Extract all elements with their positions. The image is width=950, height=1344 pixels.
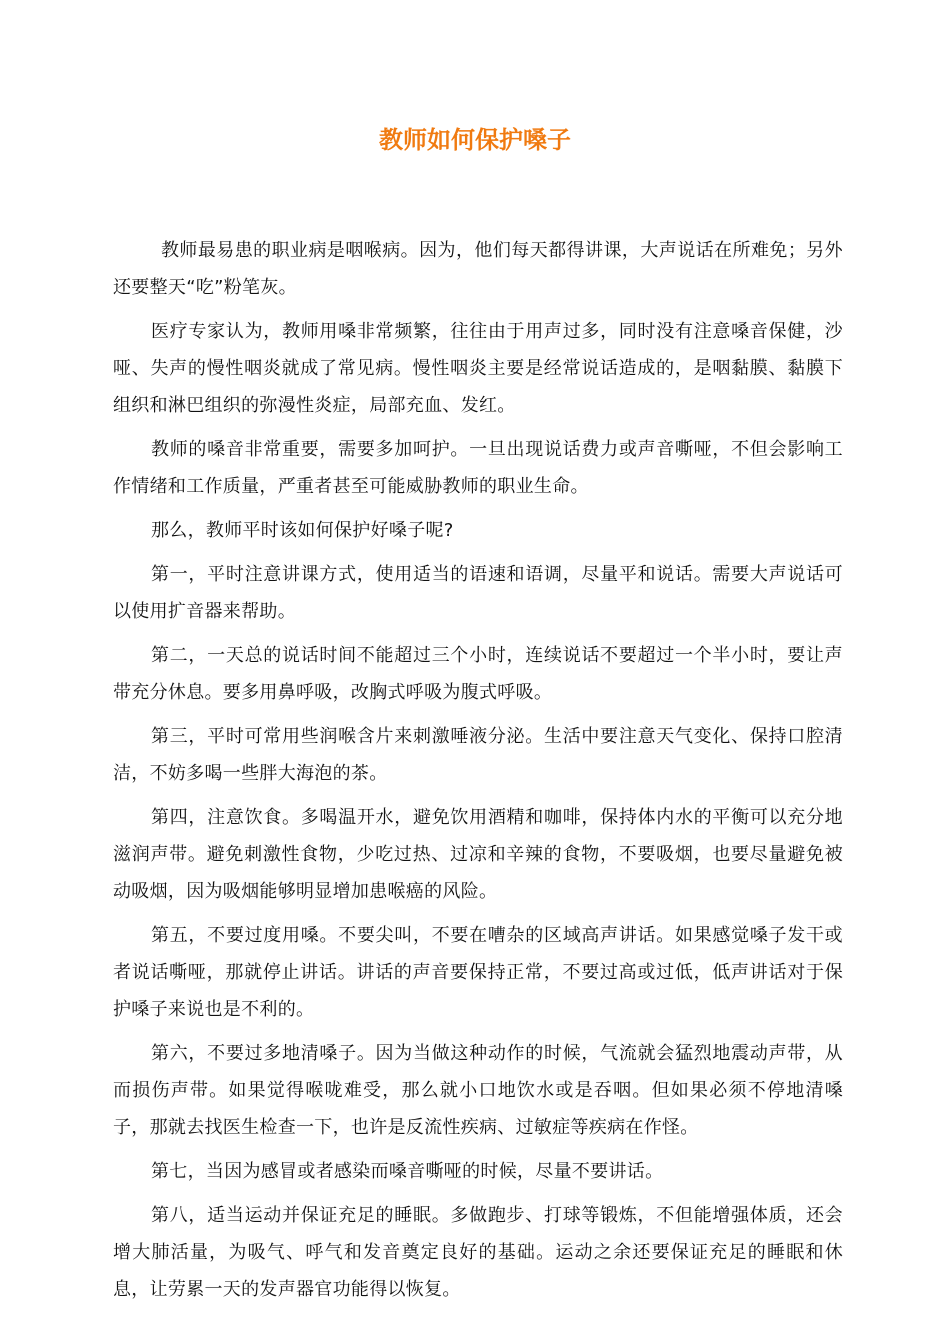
paragraph-tip-5: 第五，不要过度用嗓。不要尖叫，不要在嘈杂的区域高声讲话。如果感觉嗓子发干或者说话嘶哑，那就停止讲话。讲话的声音要保持正常，不要过高或过低，低声讲话对于保护嗓子来说也是不利的。 [113,925,843,1020]
paragraph-question: 那么，教师平时该如何保护好嗓子呢? [151,520,454,541]
page-title: 教师如何保护嗓子 [379,126,571,154]
paragraph-importance: 教师的嗓音非常重要，需要多加呵护。一旦出现说话费力或声音嘶哑，不但会影响工作情绪和工作质量，严重者甚至可能威胁教师的职业生命。 [113,439,843,497]
paragraph-expert-opinion: 医疗专家认为，教师用嗓非常频繁，往往由于用声过多，同时没有注意嗓音保健，沙哑、失声的慢性咽炎就成了常见病。慢性咽炎主要是经常说话造成的，是咽黏膜、黏膜下组织和淋巴组织的弥漫性炎症，局部充血、发红。 [113,321,843,416]
paragraph-tip-8: 第八，适当运动并保证充足的睡眠。多做跑步、打球等锻炼，不但能增强体质，还会增大肺活量，为吸气、呼气和发音奠定良好的基础。运动之余还要保证充足的睡眠和休息，让劳累一天的发声器官功能得以恢复。 [113,1205,843,1300]
paragraph-tip-2: 第二，一天总的说话时间不能超过三个小时，连续说话不要超过一个半小时，要让声带充分休息。要多用鼻呼吸，改胸式呼吸为腹式呼吸。 [113,645,843,703]
paragraph-tip-1: 第一，平时注意讲课方式，使用适当的语速和语调，尽量平和说话。需要大声说话可以使用扩音器来帮助。 [113,564,843,622]
document-body [113,232,843,1315]
paragraph-tip-3: 第三，平时可常用些润喉含片来刺激唾液分泌。生活中要注意天气变化、保持口腔清洁，不妨多喝一些胖大海泡的茶。 [113,726,843,784]
paragraph-tip-4: 第四，注意饮食。多喝温开水，避免饮用酒精和咖啡，保持体内水的平衡可以充分地滋润声带。避免刺激性食物，少吃过热、过凉和辛辣的食物，不要吸烟，也要尽量避免被动吸烟，因为吸烟能够明显增加患喉癌的风险。 [113,807,843,902]
paragraph-tip-6: 第六，不要过多地清嗓子。因为当做这种动作的时候，气流就会猛烈地震动声带，从而损伤声带。如果觉得喉咙难受，那么就小口地饮水或是吞咽。但如果必须不停地清嗓子，那就去找医生检查一下，也许是反流性疾病、过敏症等疾病在作怪。 [113,1043,843,1138]
paragraph-intro: 教师最易患的职业病是咽喉病。因为，他们每天都得讲课，大声说话在所难免；另外还要整天“吃”粉笔灰。 [113,240,843,298]
paragraph-tip-7: 第七，当因为感冒或者感染而嗓音嘶哑的时候，尽量不要讲话。 [151,1161,664,1182]
